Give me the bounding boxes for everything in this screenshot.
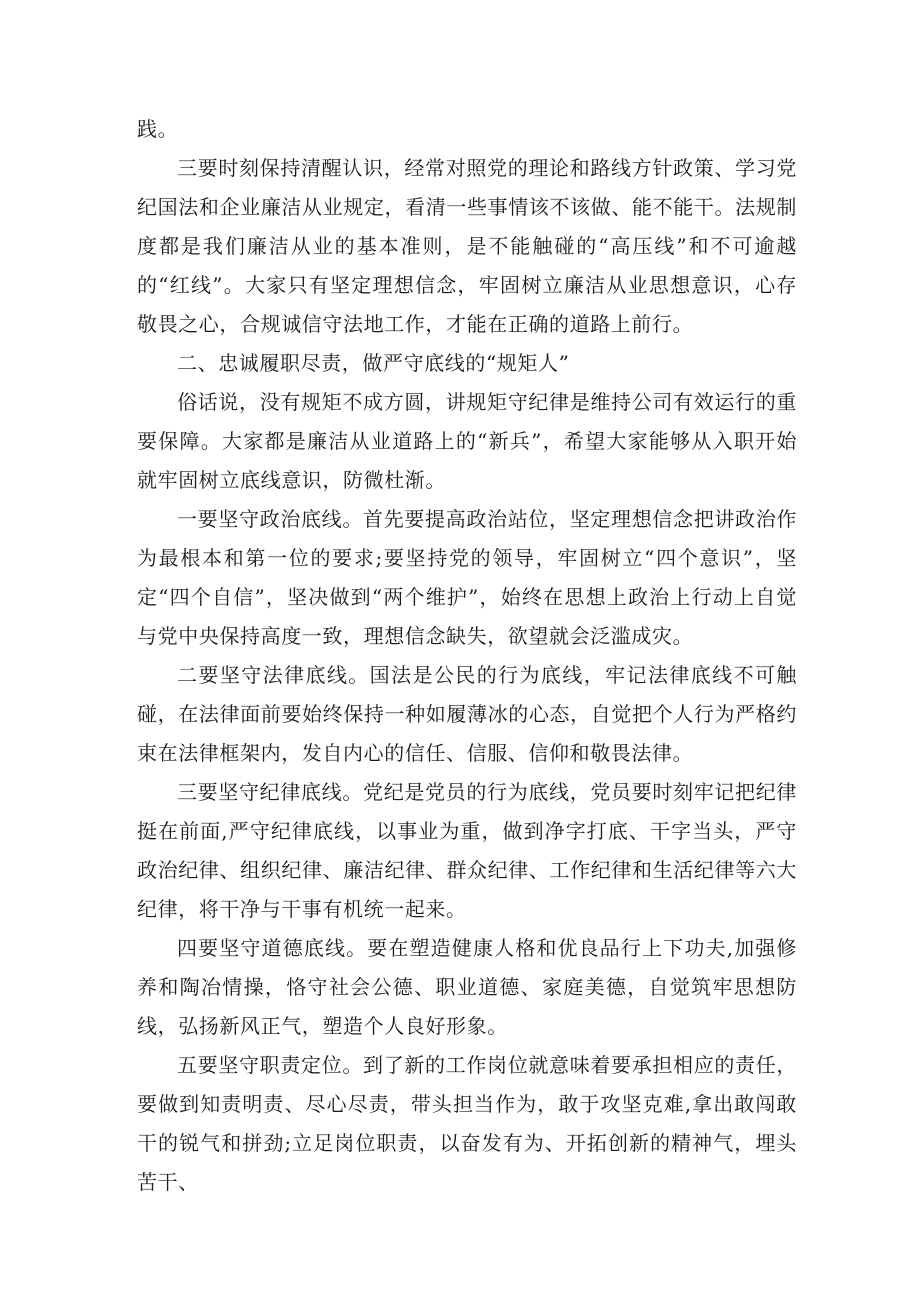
paragraph-rules-intro: 俗话说，没有规矩不成方圆，讲规矩守纪律是维持公司有效运行的重要保障。大家都是廉洁从业道路上的“新兵”，希望大家能够从入职开始就牢固树立底线意识，防微杜渐。: [137, 390, 797, 492]
paragraph-clear-awareness: 三要时刻保持清醒认识，经常对照党的理论和路线方针政策、学习党纪国法和企业廉洁从业规定，看清一些事情该不该做、能不能干。法规制度都是我们廉洁从业的基本准则，是不能触碰的“高压线”和不可逾越的“红线”。大家只有坚定理想信念，牢固树立廉洁从业思想意识，心存敬畏之心，合规诚信守法地工作，才能在正确的道路上前行。: [137, 156, 797, 336]
paragraph-duty-positioning: 五要坚守职责定位。到了新的工作岗位就意味着要承担相应的责任，要做到知责明责、尽心尽责，带头担当作为，敢于攻坚克难,拿出敢闯敢干的锐气和拼劲;立足岗位职责，以奋发有为、开拓创新的精神气，埋头苦干、: [137, 1053, 797, 1194]
paragraph-continuation: 践。: [137, 117, 179, 141]
section-heading-2: 二、忠诚履职尽责，做严守底线的“规矩人”: [177, 351, 570, 375]
paragraph-discipline-bottom-line: 三要坚守纪律底线。党纪是党员的行为底线，党员要时刻牢记把纪律挺在前面,严守纪律底线，以事业为重，做到净字打底、干字当头，严守政治纪律、组织纪律、廉洁纪律、群众纪律、工作纪律和生活纪律等六大纪律，将干净与干事有机统一起来。: [137, 780, 797, 921]
paragraph-moral-bottom-line: 四要坚守道德底线。要在塑造健康人格和优良品行上下功夫,加强修养和陶冶情操，恪守社会公德、职业道德、家庭美德，自觉筑牢思想防线，弘扬新风正气，塑造个人良好形象。: [137, 936, 797, 1038]
document-body: [137, 110, 797, 1202]
paragraph-legal-bottom-line: 二要坚守法律底线。国法是公民的行为底线，牢记法律底线不可触碰，在法律面前要始终保持一种如履薄冰的心态，自觉把个人行为严格约束在法律框架内，发自内心的信任、信服、信仰和敬畏法律。: [137, 663, 797, 765]
paragraph-political-bottom-line: 一要坚守政治底线。首先要提高政治站位，坚定理想信念把讲政治作为最根本和第一位的要求;要坚持党的领导，牢固树立“四个意识”，坚定“四个自信”，坚决做到“两个维护”，始终在思想上政治上行动上自觉与党中央保持高度一致，理想信念缺失，欲望就会泛滥成灾。: [137, 507, 797, 648]
